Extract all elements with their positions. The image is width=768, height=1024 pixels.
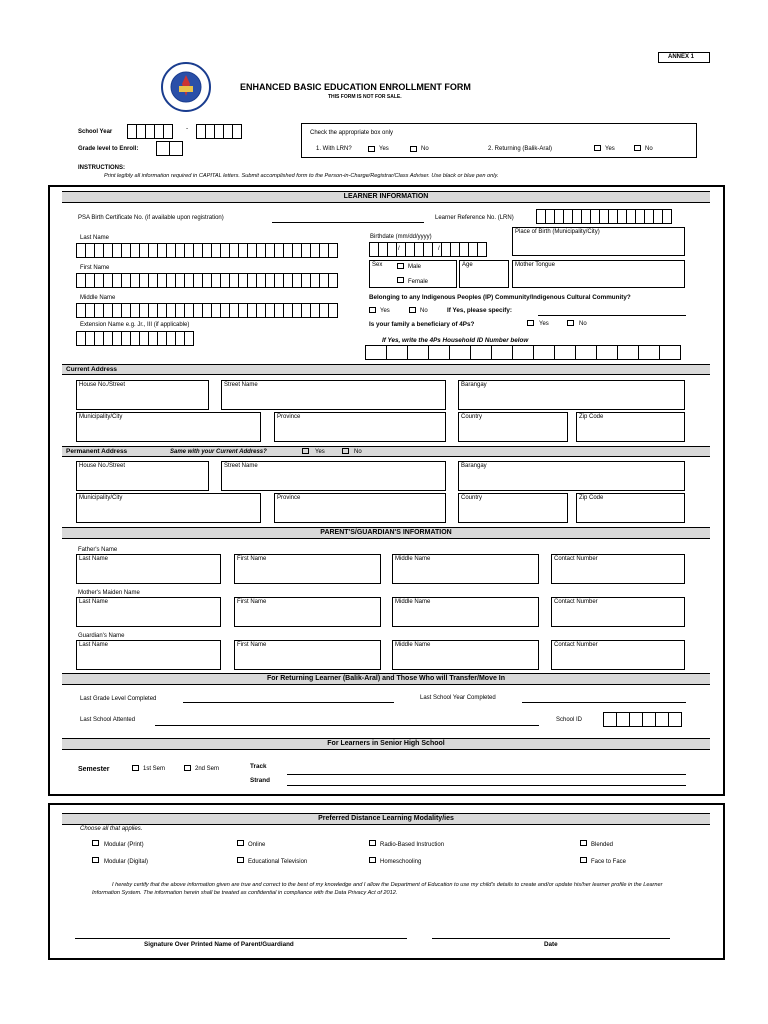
birthdate-slash-1: / [398,246,400,252]
cur-zip-field[interactable] [576,412,685,442]
fourps-yes-checkbox[interactable] [527,320,534,326]
cur-house-label: House No./Street [79,382,126,388]
with-lrn-no-label: No [421,146,429,152]
father-middle-label: Middle Name [395,556,431,562]
lrn-check-box [301,123,697,158]
middle-name-field[interactable] [76,303,337,318]
blended-label: Blended [591,842,614,848]
perm-province-label: Province [277,495,301,501]
homeschooling-label: Homeschooling [380,859,422,865]
mother-first-name[interactable] [234,597,381,627]
last-sy-line[interactable] [522,702,686,703]
cur-province-label: Province [277,414,301,420]
radio-checkbox[interactable] [369,840,376,846]
shs-header: For Learners in Senior High School [62,738,710,750]
male-label: Male [408,264,422,270]
mother-contact[interactable] [551,597,685,627]
cur-municipality-label: Municipality/City [79,414,123,420]
annex-text: ANNEX 1 [668,54,695,60]
perm-house-label: House No./Street [79,463,126,469]
same-no-checkbox[interactable] [342,448,349,454]
perm-house-field[interactable] [76,461,209,491]
cur-barangay-label: Barangay [461,382,487,388]
male-checkbox[interactable] [397,263,404,269]
guardian-contact[interactable] [551,640,685,670]
guardian-label: Guardian's Name [78,633,125,639]
middle-name-label: Middle Name [80,295,116,301]
mother-contact-label: Contact Number [554,599,598,605]
blended-checkbox[interactable] [580,840,587,846]
returning-label: 2. Returning (Balik-Aral) [488,146,553,152]
face-to-face-label: Face to Face [591,859,627,865]
birthdate-slash-2: / [438,246,440,252]
check-label: Check the appropriate box only [310,130,394,136]
fourps-id-field[interactable] [365,345,680,360]
with-lrn-yes-checkbox[interactable] [368,146,375,152]
returning-no-checkbox[interactable] [634,145,641,151]
cur-municipality-field[interactable] [76,412,261,442]
father-first-label: First Name [237,556,267,562]
perm-province-field[interactable] [274,493,446,523]
school-year-start[interactable] [127,124,172,139]
online-checkbox[interactable] [237,840,244,846]
father-last-name[interactable] [76,554,221,584]
guardian-middle-label: Middle Name [395,642,431,648]
cur-barangay-field[interactable] [458,380,685,410]
cur-house-field[interactable] [76,380,209,410]
grade-level-label: Grade level to Enroll: [78,146,139,152]
female-checkbox[interactable] [397,277,404,283]
track-label: Track [250,763,267,770]
tv-label: Educational Television [248,859,308,865]
first-name-label: First Name [80,265,110,271]
returning-yes-checkbox[interactable] [594,145,601,151]
place-of-birth-label: Place of Birth (Municipality/City) [515,229,600,235]
modular-print-label: Modular (Print) [104,842,144,848]
fourps-yes-label: Yes [539,321,549,327]
last-name-label: Last Name [80,235,110,241]
mother-last-label: Last Name [79,599,109,605]
mother-tongue-label: Mother Tongue [515,262,555,268]
ip-specify-label: If Yes, please specify: [447,307,512,314]
first-name-field[interactable] [76,273,337,288]
last-school-line[interactable] [155,725,539,726]
perm-barangay-field[interactable] [458,461,685,491]
date-line[interactable] [432,938,670,939]
returning-header: For Returning Learner (Balik-Aral) and Those Who will Transfer/Move In [62,673,710,685]
cur-country-label: Country [461,414,483,420]
guardian-last-name[interactable] [76,640,221,670]
cur-street-field[interactable] [221,380,446,410]
ip-specify-line[interactable] [538,315,686,316]
father-middle-name[interactable] [392,554,539,584]
with-lrn-no-checkbox[interactable] [410,146,417,152]
first-sem-checkbox[interactable] [132,765,139,771]
mother-middle-label: Middle Name [395,599,431,605]
birthdate-field[interactable] [369,242,486,257]
female-label: Female [408,279,429,285]
same-yes-label: Yes [315,449,325,455]
form-title: ENHANCED BASIC EDUCATION ENROLLMENT FORM [240,82,471,92]
permanent-address-title: Permanent Address [66,448,128,455]
father-contact[interactable] [551,554,685,584]
permanent-address-header [62,446,710,457]
ip-no-label: No [420,308,428,314]
form-subtitle: THIS FORM IS NOT FOR SALE. [328,94,402,100]
deped-seal [148,62,224,112]
modular-print-checkbox[interactable] [92,840,99,846]
tv-checkbox[interactable] [237,857,244,863]
perm-country-label: Country [461,495,483,501]
place-of-birth-field[interactable] [512,227,685,256]
perm-zip-label: Zip Code [579,495,604,501]
mother-tongue-field[interactable] [512,260,685,288]
perm-country-field[interactable] [458,493,568,523]
fourps-no-label: No [579,321,587,327]
returning-no-label: No [645,146,653,152]
extension-label: Extension Name e.g. Jr., III (if applicable) [80,322,190,328]
certification-text: I hereby certify that the above information given are true and correct to the best of my knowledge and I allow the Department of Education to use my child's details to create and/or update his/her learner profile in the Learner Information System. The information herein shall be treated as confidential in compliance with the Data Privacy Act of 2012. [92,882,663,896]
mother-middle-name[interactable] [392,597,539,627]
last-school-label: Last School Attented [80,717,136,723]
school-id-field[interactable] [603,712,681,727]
lrn-label: Learner Reference No. (LRN) [435,215,514,221]
mother-last-name[interactable] [76,597,221,627]
lrn-field[interactable] [536,209,671,224]
school-year-end[interactable] [196,124,241,139]
cur-street-label: Street Name [224,382,258,388]
signature-line[interactable] [75,938,407,939]
guardian-first-name[interactable] [234,640,381,670]
age-label: Age [462,262,473,268]
strand-line[interactable] [287,785,686,786]
school-year-label: School Year [78,129,113,135]
first-sem-label: 1st Sem [143,766,166,772]
guardian-last-label: Last Name [79,642,109,648]
fourps-question: Is your family a beneficiary of 4Ps? [369,321,475,328]
school-year-dash: - [186,125,189,132]
signature-label: Signature Over Printed Name of Parent/Guardiand [144,941,294,948]
perm-municipality-field[interactable] [76,493,261,523]
parents-header: PARENT'S/GUARDIAN'S INFORMATION [62,527,710,539]
last-grade-line[interactable] [183,702,394,703]
returning-yes-label: Yes [605,146,615,152]
guardian-first-label: First Name [237,642,267,648]
ip-no-checkbox[interactable] [409,307,416,313]
guardian-contact-label: Contact Number [554,642,598,648]
father-first-name[interactable] [234,554,381,584]
cur-country-field[interactable] [458,412,568,442]
perm-street-field[interactable] [221,461,446,491]
father-contact-label: Contact Number [554,556,598,562]
fourps-no-checkbox[interactable] [567,320,574,326]
face-to-face-checkbox[interactable] [580,857,587,863]
father-last-label: Last Name [79,556,109,562]
ip-yes-label: Yes [380,308,390,314]
perm-street-label: Street Name [224,463,258,469]
age-field[interactable] [459,260,509,288]
homeschooling-checkbox[interactable] [369,857,376,863]
modular-digital-checkbox[interactable] [92,857,99,863]
with-lrn-label: 1. With LRN? [316,146,352,152]
extension-field[interactable] [76,331,193,346]
track-line[interactable] [287,774,686,775]
ip-yes-checkbox[interactable] [369,307,376,313]
psa-label: PSA Birth Certificate No. (if available upon registration) [78,215,224,221]
guardian-middle-name[interactable] [392,640,539,670]
choose-label: Choose all that applies. [80,826,143,832]
radio-label: Radio-Based Instruction [380,842,445,848]
second-sem-checkbox[interactable] [184,765,191,771]
semester-label: Semester [78,766,110,773]
ip-question: Belonging to any Indigenous Peoples (IP) Community/Indigenous Cultural Community? [369,294,631,301]
last-name-field[interactable] [76,243,337,258]
perm-zip-field[interactable] [576,493,685,523]
father-label: Father's Name [78,547,118,553]
grade-level-field[interactable] [156,141,182,156]
with-lrn-yes-label: Yes [379,146,389,152]
sex-label: Sex [372,262,383,268]
cur-province-field[interactable] [274,412,446,442]
second-sem-label: 2nd Sem [195,766,220,772]
current-address-header: Current Address [62,364,710,375]
same-no-label: No [354,449,362,455]
instructions-heading: INSTRUCTIONS: [78,165,125,171]
last-sy-label: Last School Year Completed [420,695,496,701]
fourps-id-label: If Yes, write the 4Ps Household ID Number below [382,337,529,344]
learner-info-header: LEARNER INFORMATION [62,191,710,203]
cur-zip-label: Zip Code [579,414,604,420]
online-label: Online [248,842,266,848]
last-grade-label: Last Grade Level Completed [80,696,157,702]
strand-label: Strand [250,777,270,784]
perm-municipality-label: Municipality/City [79,495,123,501]
psa-line[interactable] [272,222,424,223]
birthdate-label: Birthdate (mm/dd/yyyy) [370,234,432,240]
modular-digital-label: Modular (Digital) [104,859,149,865]
modality-header: Preferred Distance Learning Modality/ies [62,813,710,825]
mother-label: Mother's Maiden Name [78,590,140,596]
instructions-text: Print legibly all information required in CAPITAL letters. Submit accomplished form to the Person-in-Charge/Registrar/Class Adviser. Use black or blue pen only. [104,173,499,179]
same-yes-checkbox[interactable] [302,448,309,454]
date-label: Date [544,941,558,948]
school-id-label: School ID [556,717,583,723]
same-address-question: Same with your Current Address? [170,449,267,455]
perm-barangay-label: Barangay [461,463,487,469]
mother-first-label: First Name [237,599,267,605]
